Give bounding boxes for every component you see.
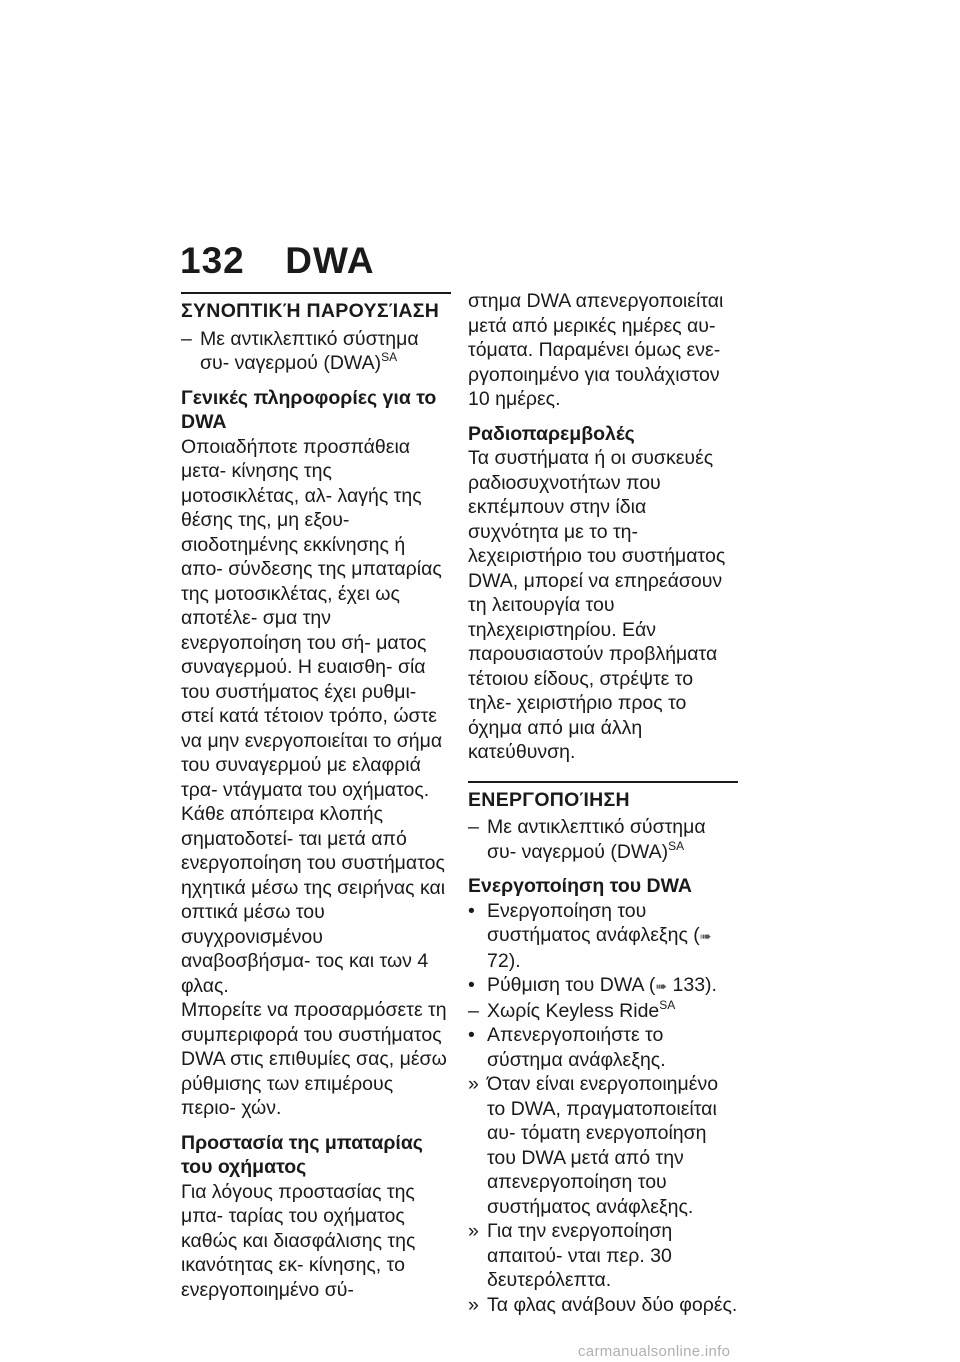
option-text: Με αντικλεπτικό σύστημα συ- ναγερμού (DWA) xyxy=(487,816,706,863)
page-header xyxy=(180,240,375,282)
paragraph-battery: Για λόγους προστασίας της μπα- ταρίας του οχήματος καθώς και διασφάλισης της ικανότητας εκ- κίνησης, το ενεργοποιημένο σύ- xyxy=(181,1180,416,1301)
dash-marker: – xyxy=(468,816,479,838)
list-item: • Απενεργοποιήστε το σύστημα ανάφλεξης. xyxy=(468,1024,666,1071)
paragraph-adjust: Μπορείτε να προσαρμόσετε τη συμπεριφορά του συστήματος DWA στις επιθυμίες σας, μέσω ρύθμισης των επιμέρους περιο- χών. xyxy=(181,999,447,1119)
page-reference[interactable]: 133 xyxy=(672,974,706,996)
option-line xyxy=(468,815,738,864)
heading-activate-dwa: Ενεργοποίηση του DWA xyxy=(468,875,693,897)
watermark: carmanualsonline.info xyxy=(578,1343,731,1360)
page-number: 132 xyxy=(180,240,245,281)
page-reference[interactable]: 72 xyxy=(487,949,509,972)
option-text: Με αντικλεπτικό σύστημα συ- ναγερμού (DWA) xyxy=(200,327,419,374)
page-title: DWA xyxy=(285,240,375,281)
result-item: » Για την ενεργοποίηση απαιτού- νται περ. 30 δευτερόλεπτα. xyxy=(468,1220,673,1291)
result-item: » Όταν είναι ενεργοποιημένο το DWA, πραγματοποιείται αυ- τόματη ενεργοποίηση του DWA μετά από την απενεργοποίηση του συστήματος ανάφλεξης. xyxy=(468,1073,719,1218)
left-column xyxy=(181,292,451,1302)
section-title-overview: ΣΥΝΟΠΤΙΚΉ ΠΑΡΟΥΣΊΑΣΗ xyxy=(181,292,451,324)
paragraph-radio: Τα συστήματα ή οι συσκευές ραδιοσυχνοτήτων που εκπέμπουν στην ίδια συχνότητα με το τη- λεχειριστήριο του συστήματος DWA, μπορεί να επηρεάσουν τη λειτουργία του τηλεχειριστηρίου. Εάν παρουσιαστούν προβλήματα τέτοιου είδους, στρέψτε το τηλε- χειριστήριο προς το όχημα από μια άλλη κατεύθυνση. xyxy=(468,447,726,763)
heading-radio-interference: Ραδιοπαρεμβολές xyxy=(468,422,635,445)
result-marker: » xyxy=(468,1293,479,1316)
bullet-marker: • xyxy=(468,974,475,996)
heading-battery-protection: Προστασία της μπαταρίας του οχήματος xyxy=(181,1131,423,1178)
heading-general-info: Γενικές πληροφορίες για το DWA xyxy=(181,386,437,433)
section-title-activation: ΕΝΕΡΓΟΠΟΊΗΣΗ xyxy=(468,781,738,813)
option-line: – Χωρίς Keyless Ride$^{SA}$ xyxy=(468,997,676,1022)
dash-marker: – xyxy=(181,327,192,350)
list-item: • Ενεργοποίηση του συστήματος ανάφλεξης (➠ 72). xyxy=(468,899,712,972)
result-marker: » xyxy=(468,1073,479,1095)
result-marker: » xyxy=(468,1220,479,1242)
dash-marker: – xyxy=(468,999,479,1022)
bullet-marker: • xyxy=(468,899,475,922)
option-line xyxy=(181,327,451,376)
list-item: • Ρύθμιση του DWA (➠ 133). xyxy=(468,974,717,996)
option-sup: SA xyxy=(668,838,685,853)
result-item: » Τα φλας ανάβουν δύο φορές. xyxy=(468,1293,738,1316)
option-sup: SA xyxy=(381,350,398,364)
paragraph-general: Οποιαδήποτε προσπάθεια μετα- κίνησης της μοτοσικλέτας, αλ- λαγής της θέσης της, μη εξου- σιοδοτημένης εκκίνησης ή απο- σύνδεσης της μπαταρίας της μοτοσικλέτας, έχει ως αποτέλε- σμα την ενεργοποίηση του σή- ματος συναγερμού. Η ευαισθη- σία του συστήματος έχει ρυθμι- στεί κατά τέτοιον τρόπο, ώστε να μην ενεργοποιείται το σήμα του συναγερμού με ελαφριά τρα- ντάγματα του οχήματος. Κάθε απόπειρα κλοπής σηματοδοτεί- ται μετά από ενεργοποίηση του συστήματος ηχητικά μέσω της σειρήνας και οπτικά μέσω του συγχρονισμένου αναβοσβήσμα- τος και των 4 φλας. xyxy=(181,435,446,997)
bullet-marker: • xyxy=(468,1024,475,1046)
page-reference-icon: ➠ xyxy=(655,978,668,994)
paragraph-battery-cont: στημα DWA απενεργοποιείται μετά από μερικές ημέρες αυ- τόματα. Παραμένει όμως ενε- ργοποιημένο για τουλάχιστον 10 ημέρες. xyxy=(468,290,724,410)
page-reference-icon: ➠ xyxy=(699,928,712,944)
right-column xyxy=(468,292,738,1317)
